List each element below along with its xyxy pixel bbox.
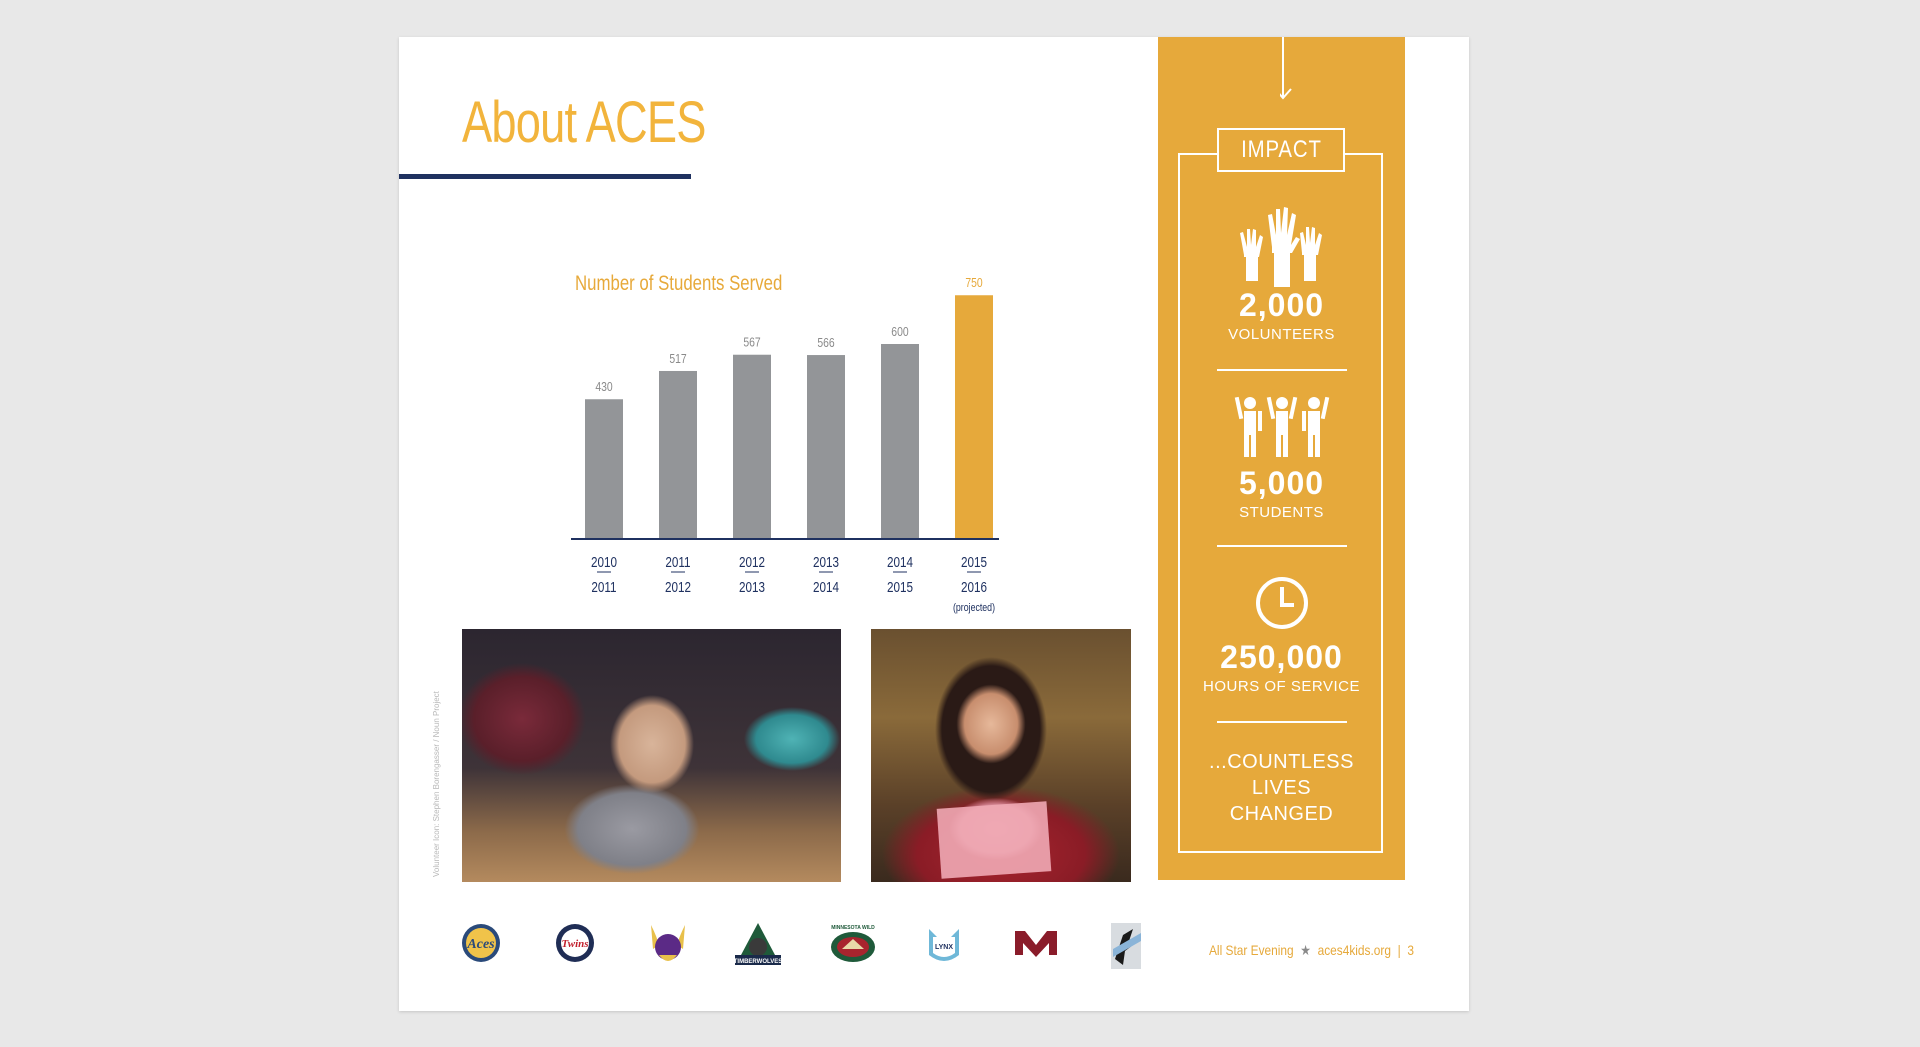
bar-value-label: 566 [817,336,835,351]
bar-2012 [733,355,771,539]
footer-star-icon: ★ [1300,942,1311,958]
photo-credit: Volunteer Icon: Stephen Borengasser / Noun Project [432,691,441,877]
bar-value-label: 567 [743,335,761,351]
x-tick-top: 2010 [590,553,618,571]
x-tick-top: 2011 [665,553,691,571]
students-label: STUDENTS [1239,504,1324,521]
volunteers-label: VOLUNTEERS [1228,326,1335,343]
gophers-logo [1011,919,1061,969]
x-tick-bottom: 2014 [812,578,840,596]
bar-value-label: 600 [891,324,909,340]
bar-value-label: 430 [595,380,613,395]
x-tick-bottom: 2015 [886,578,914,596]
wild-logo [824,919,882,969]
bar-2015 [955,295,993,539]
x-tick-top: 2014 [886,553,914,571]
bar-chart-svg [559,227,1039,637]
timberwolves-logo [731,919,785,969]
vikings-logo [645,919,691,969]
hours-label: HOURS OF SERVICE [1203,678,1360,695]
students-served-chart [559,227,1039,637]
bar-2014 [881,344,919,539]
impact-panel [1158,37,1405,880]
footer-separator: | [1397,942,1401,958]
bar-2013 [807,355,845,539]
sponsor-logos [459,919,1219,979]
x-tick-bottom: 2011 [591,578,617,596]
bar-2011 [659,371,697,539]
x-tick-top: 2013 [812,553,840,571]
svg-text:Aces: Aces [467,937,495,952]
chart-title: Number of Students Served [575,272,783,295]
divider-2 [1217,545,1347,547]
x-tick-bottom: 2013 [738,578,766,596]
photo-girl-holding-note [871,629,1131,882]
down-arrow-icon [1280,37,1300,103]
x-tick-top: 2012 [738,553,766,571]
page-title: About ACES [462,90,706,155]
aces-logo [459,919,503,969]
impact-label: IMPACT [1217,128,1345,172]
twins-logo [553,919,597,969]
footer-event: All Star Evening [1209,942,1294,958]
countless-lives-text: ...COUNTLESS LIVES CHANGED [1209,751,1354,825]
lynx-logo [921,919,967,969]
stat-students [1158,465,1405,521]
x-tick-top: 2015 [960,553,988,571]
loons-logo [1105,919,1149,973]
svg-text:Twins: Twins [561,938,589,950]
stat-volunteers [1158,287,1405,343]
x-tick-note: (projected) [952,602,996,615]
x-tick-bottom: 2016 [960,578,988,596]
hours-number: 250,000 [1220,639,1343,675]
brochure-page [399,37,1469,1011]
footer-site-link[interactable]: aces4kids.org [1317,942,1392,958]
svg-text:MINNESOTA WILD: MINNESOTA WILD [831,925,875,931]
students-icon [1234,395,1330,459]
footer [1209,942,1414,959]
students-number: 5,000 [1238,465,1325,501]
divider-1 [1217,369,1347,371]
svg-text:TIMBERWOLVES: TIMBERWOLVES [733,959,783,965]
page-number: 3 [1407,942,1414,958]
stat-hours [1158,639,1405,695]
svg-text:LYNX: LYNX [934,944,954,951]
divider-3 [1217,721,1347,723]
raised-hands-icon [1238,205,1326,287]
volunteers-number: 2,000 [1238,287,1325,323]
bar-2010 [585,399,623,539]
photo-boy-writing [462,629,841,882]
title-underline [399,174,691,179]
clock-icon [1254,575,1310,631]
bar-value-label: 517 [669,351,687,367]
bar-value-label: 750 [965,276,983,291]
x-tick-bottom: 2012 [664,578,692,596]
pink-note [937,801,1052,879]
